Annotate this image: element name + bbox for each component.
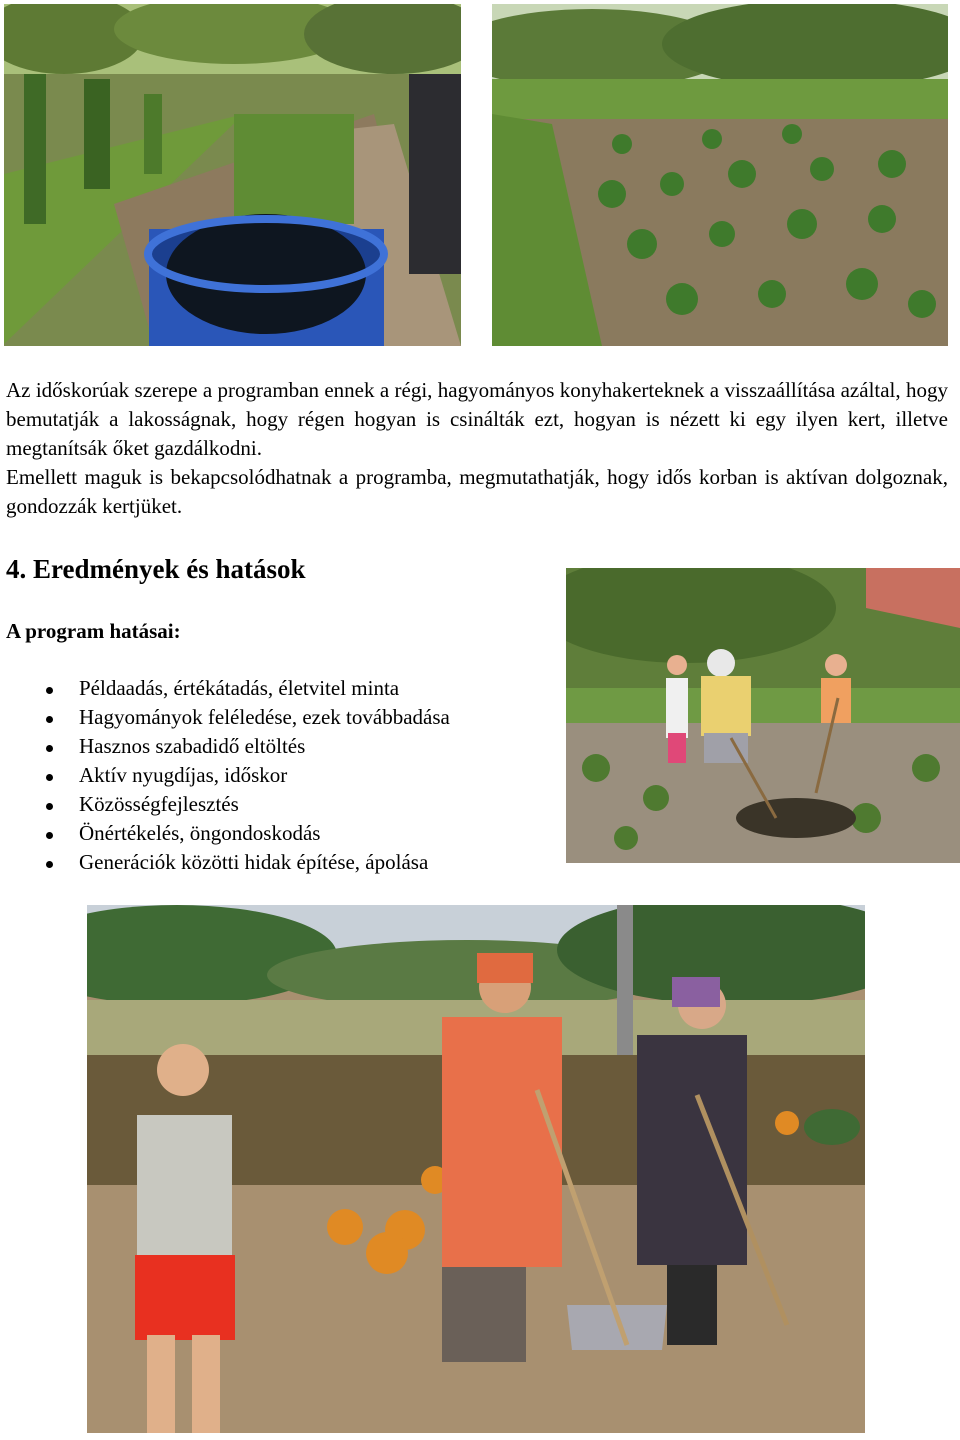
list-item: Generációk közötti hidak építése, ápolása (28, 848, 450, 877)
list-item: Példaadás, értékátadás, életvitel minta (28, 674, 450, 703)
hoeing-family-photo (566, 568, 960, 863)
effects-subheading: A program hatásai: (6, 619, 181, 643)
pumpkin-field-photo (87, 905, 865, 1433)
list-item: Hagyományok feléledése, ezek továbbadása (28, 703, 450, 732)
intro-paragraph: Az időskorúak szerepe a programban ennek a régi, hagyományos konyhakerteknek a visszaállítása azáltal, hogy bemutatják a lakosságnak, hogy régen hogyan is csinálták ezt, hogyan is nézett ki egy ilyen kert, illetve megtanítsák őket gazdálkodni. (6, 378, 948, 460)
section-heading: 4. Eredmények és hatások (6, 554, 306, 584)
list-item: Aktív nyugdíjas, időskor (28, 761, 450, 790)
intro-paragraph: Emellett maguk is bekapcsolódhatnak a programba, megmutathatják, hogy idős korban is aktívan dolgoznak, gondozzák kertjüket. (6, 465, 948, 518)
list-item: Hasznos szabadidő eltöltés (28, 732, 450, 761)
list-item: Közösségfejlesztés (28, 790, 450, 819)
garden-barrel-photo (4, 4, 461, 346)
vegetable-beds-photo (492, 4, 948, 346)
intro-text (6, 376, 948, 521)
effects-list (28, 674, 450, 877)
list-item: Önértékelés, öngondoskodás (28, 819, 450, 848)
